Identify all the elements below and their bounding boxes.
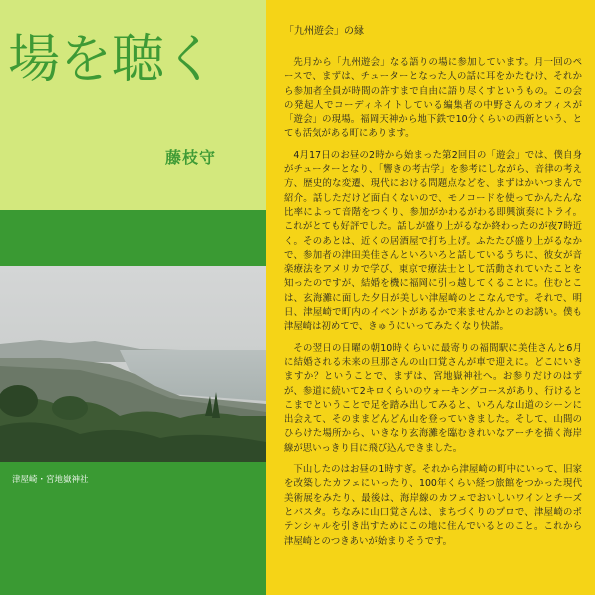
title-panel	[0, 0, 266, 210]
paragraph: 下山したのはお昼の1時すぎ。それから津屋崎の町中にいって、旧家を改築したカフェにいったり、100年くらい経つ旅館をつかった現代美術展をみたり、最後は、海岸線のカフェでおいしいワインとチーズとパスタ。ちなみに山口覚さんは、まちづくりのプロで、津屋崎のポテンシャルを引き出すためにこの地に住んでいるとのこと。これから津屋崎とのつきあいが始まりそうです。	[284, 464, 582, 547]
article-body	[284, 56, 582, 556]
landscape-photo	[0, 266, 266, 462]
paragraph: 先月から「九州遊会」なる語りの場に参加しています。月一回のペースで、まずは、チューターとなった人の話に耳をかたむけ、それから参加者全員が時間の許すまで自由に語り尽くすというもの。この会の発起人でコーディネイトしている編集者の中野さんのオフィスが「遊会」の現場。福岡天神から地下鉄で10分くらいの西新という、とても活気がある町にあります。	[284, 57, 582, 140]
author-name: 藤枝守	[165, 148, 217, 167]
section-heading: 「九州遊会」の縁	[284, 26, 364, 37]
paragraph: その翌日の日曜の朝10時くらいに最寄りの福間駅に美佳さんと6月に結婚される未来の旦那さんの山口覚さんが車で迎えに。どこにいきますか？ということで、まずは、宮地嶽神社へ。お参りだけのはずが、参道に続いて2キロくらいのウォーキングコースがあり、行けるとこまでということで足を踏み出してみると、いろんな山道のシーンに出会えて、そのままどんどん山を登っていきました。そして、山間のひらけた場所から、いきなり玄海灘を臨むきれいなアーチを描く海岸線が思いっきり目に飛び込んできました。	[284, 342, 582, 454]
page-title: 場を聴く	[8, 30, 217, 90]
photo-caption: 津屋崎・宮地嶽神社	[12, 475, 89, 485]
paragraph: 4月17日のお昼の2時から始まった第2回目の「遊会」では、僕自身がチューターとなり、「響きの考古学」を参考にしながら、音律の考え方、歴史的な変遷、現代における問題点などを、まずはかいつまんで紹介。話しただけど面白くないので、モノコードを使ってかんたんな比率によって音階をつくり、参加がかわるがわる即興演奏にトライ。これがとても好評でした。話しが盛り上がるなか終わったのが夜7時近く。そのあとは、近くの居酒屋で打ち上げ。ふたたび盛り上がるなかで、参加者の津田美佳さんといろいろと話しているうちに、彼女が音楽療法をアメリカで学び、東京で療法士として活動されていたことを知ったのですが、結婚を機に福岡に引っ越してくることに。住むとこは、玄海灘に面した夕日が美しい津屋崎のとこなんです。それで、明日、津屋崎で町内のイベントがあるかで来ませんかとのお誘い。僕も津屋崎は初めてで、きゅうにいってみたくなり快諾。	[284, 149, 582, 333]
article-column	[266, 0, 595, 595]
